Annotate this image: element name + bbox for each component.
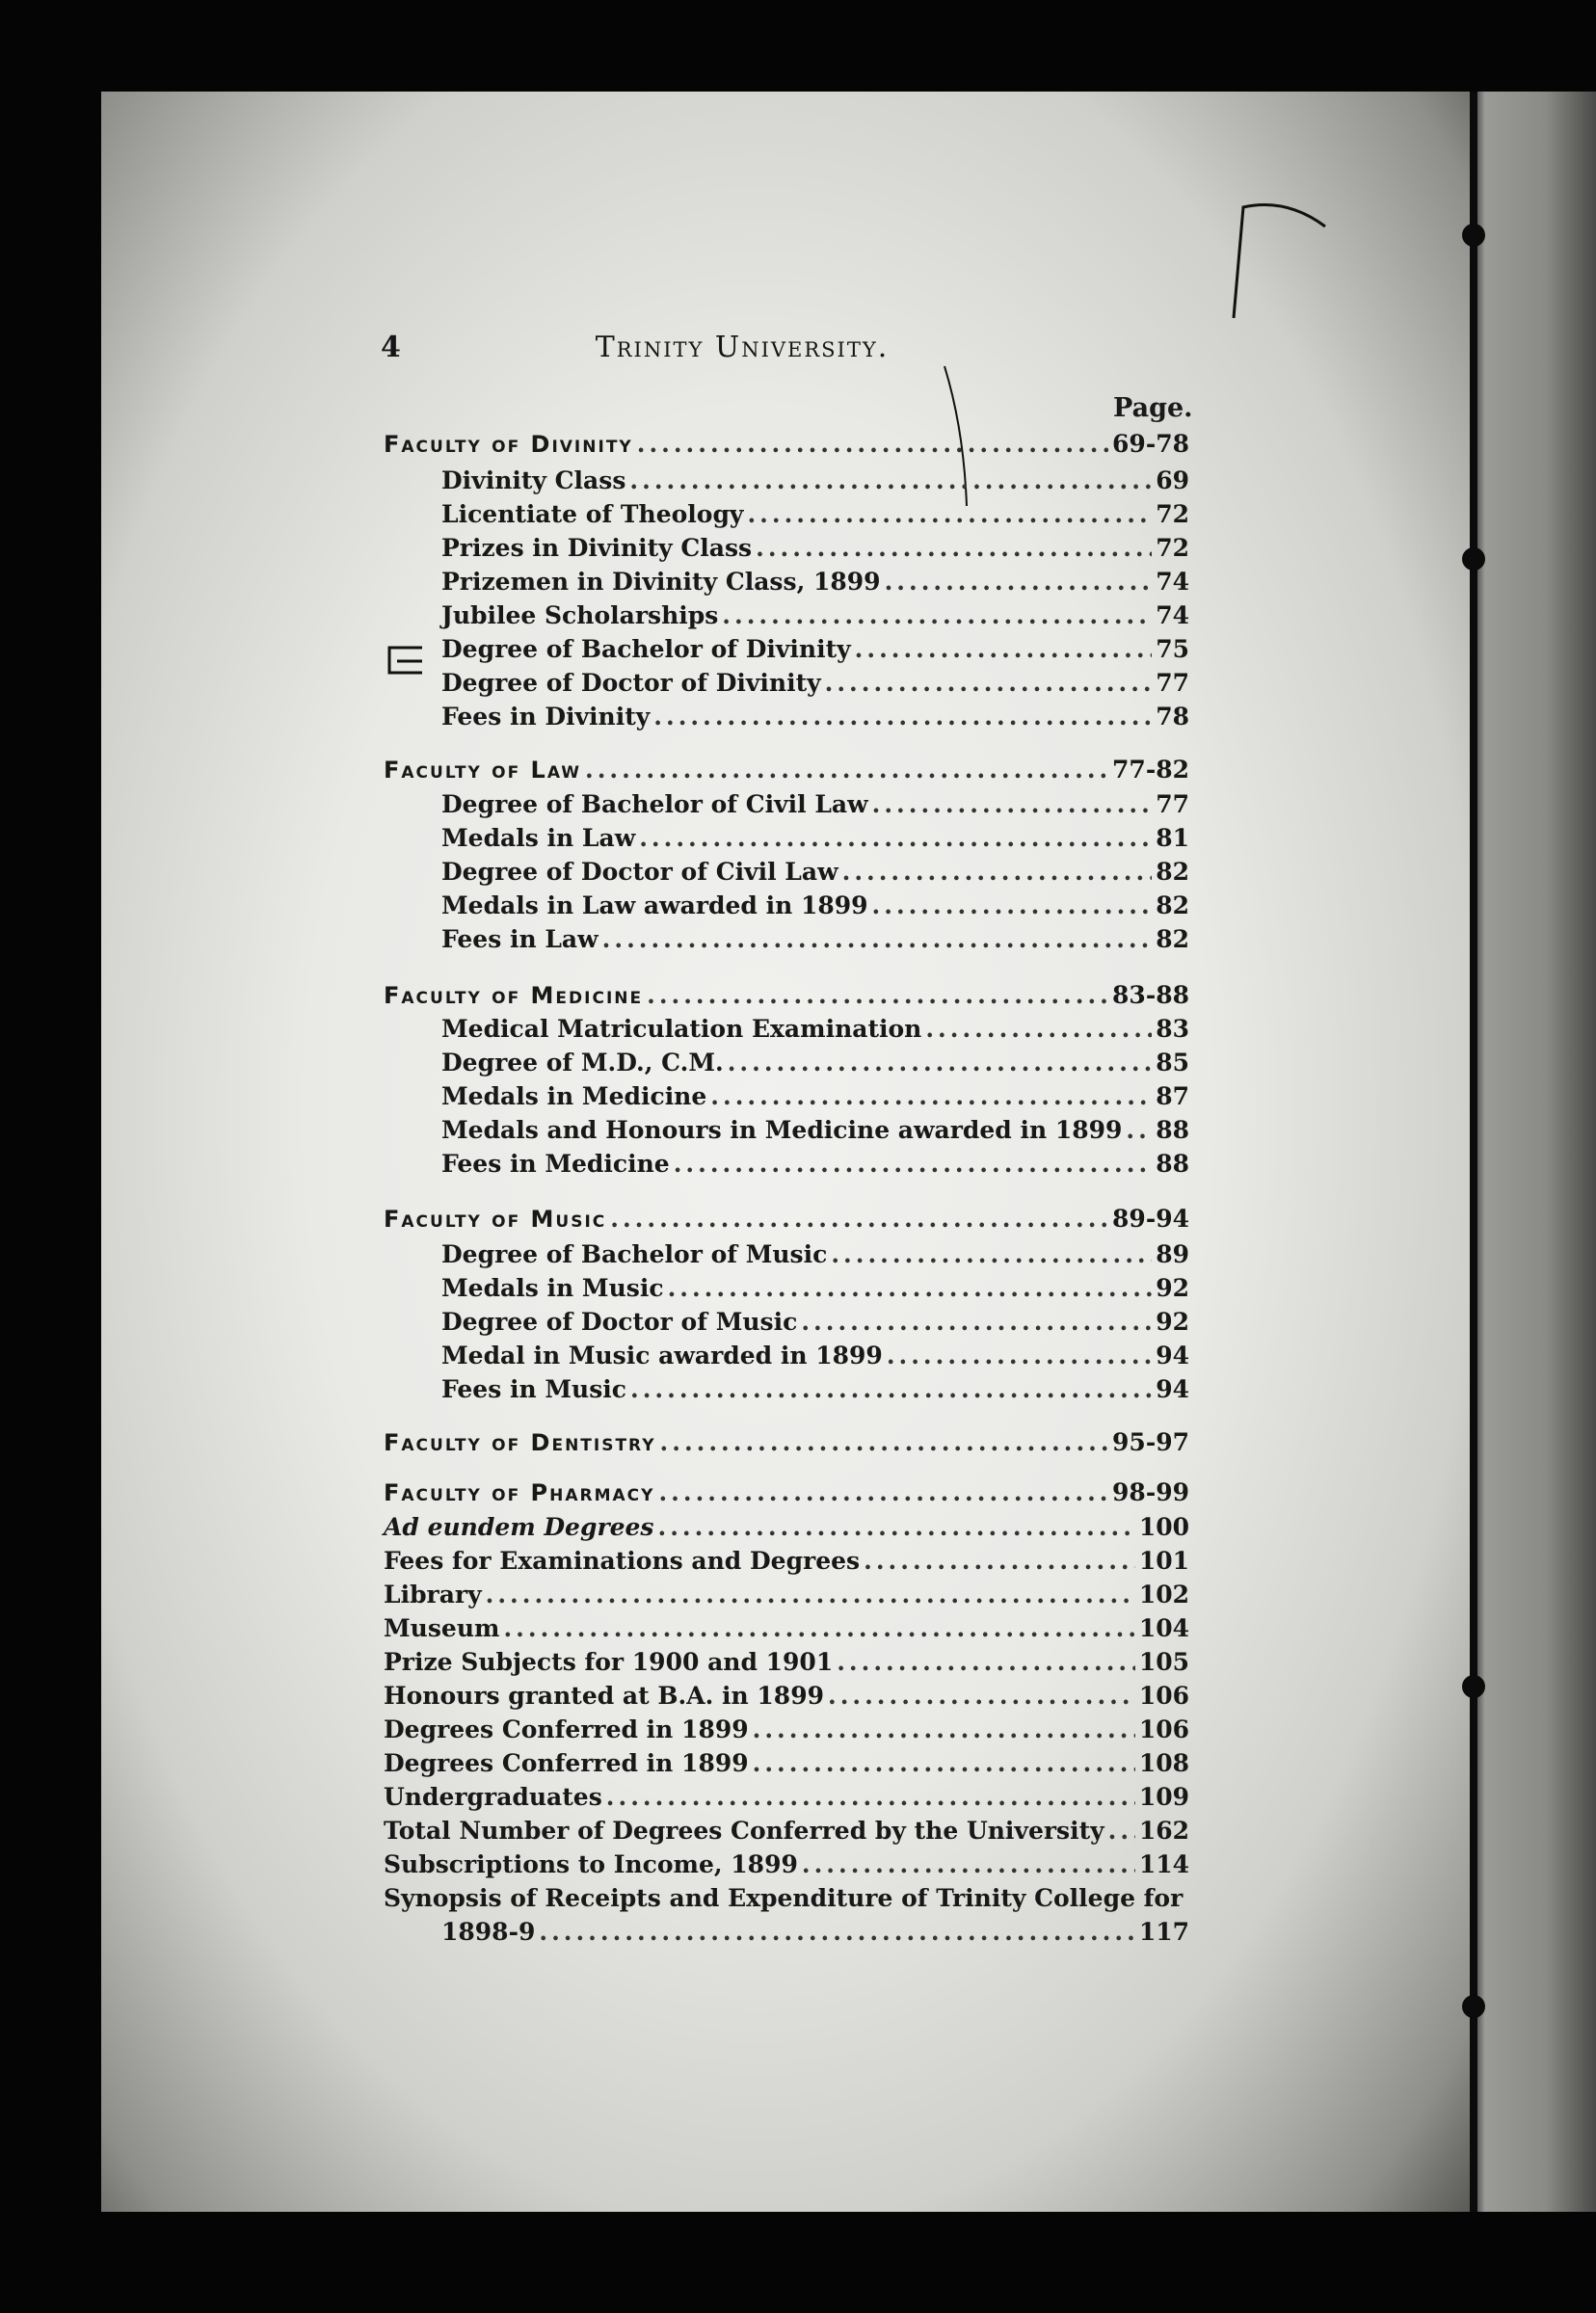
toc-entry: [384, 1783, 1189, 1811]
entry-label: 1898-9: [441, 1918, 536, 1946]
leader-dots: [653, 703, 1152, 731]
entry-label: Prizemen in Divinity Class, 1899: [441, 568, 881, 596]
page-range: 77-82: [1112, 756, 1189, 784]
entry-label: Degree of Doctor of Divinity: [441, 669, 821, 697]
leader-dots: [753, 1749, 1135, 1777]
entry-page: 114: [1138, 1850, 1189, 1878]
leader-dots: [925, 1015, 1152, 1043]
leader-dots: [872, 891, 1153, 919]
entry-page: 92: [1156, 1274, 1189, 1302]
entry-page: 83: [1156, 1015, 1189, 1043]
toc-entry: [441, 635, 1189, 663]
leader-dots: [1108, 1817, 1135, 1845]
toc-entry: [441, 534, 1189, 562]
entry-page: 106: [1138, 1715, 1189, 1743]
leader-dots: [668, 1274, 1153, 1302]
entry-page: 78: [1156, 703, 1189, 731]
leader-dots: [756, 534, 1152, 562]
entry-page: 105: [1138, 1648, 1189, 1676]
entry-label: Degrees Conferred in 1899: [384, 1715, 749, 1743]
entry-label: Fees in Divinity: [441, 703, 651, 731]
leader-dots: [837, 1648, 1135, 1676]
entry-page: 75: [1156, 635, 1189, 663]
leader-dots: [486, 1581, 1135, 1608]
faculty-heading-pharmacy: [384, 1478, 1189, 1506]
entry-page: 94: [1156, 1342, 1189, 1369]
toc-entry: [441, 790, 1189, 818]
page-number: 4: [381, 331, 401, 364]
entry-page: 87: [1156, 1082, 1189, 1110]
entry-page: 72: [1156, 534, 1189, 562]
toc-entry: [441, 601, 1189, 629]
toc-entry: [441, 925, 1189, 953]
toc-entry: [384, 1513, 1189, 1541]
entry-label: Medals in Medicine: [441, 1082, 707, 1110]
entry-page: 100: [1138, 1513, 1189, 1541]
entry-page: 117: [1138, 1918, 1189, 1946]
entry-page: 106: [1138, 1682, 1189, 1710]
entry-page: 88: [1156, 1150, 1189, 1178]
entry-label: Library: [384, 1581, 482, 1608]
faculty-heading-divinity: [384, 430, 1189, 458]
entry-page: 104: [1138, 1614, 1189, 1642]
entry-label: Degree of Doctor of Music: [441, 1308, 798, 1336]
entry-page: 94: [1156, 1375, 1189, 1403]
toc-entry: [384, 1715, 1189, 1743]
entry-page: 108: [1138, 1749, 1189, 1777]
toc-entry: [441, 703, 1189, 731]
leader-dots: [887, 1342, 1152, 1369]
binding-stitch: [1462, 1995, 1485, 2018]
toc-entry: [441, 1240, 1189, 1268]
faculty-heading-dentistry: [384, 1428, 1189, 1456]
entry-page: 88: [1156, 1116, 1189, 1144]
entry-label: Degree of Bachelor of Civil Law: [441, 790, 868, 818]
binding-stitch: [1462, 1675, 1485, 1698]
entry-label: Degrees Conferred in 1899: [384, 1749, 749, 1777]
heading-label: Faculty of Divinity: [384, 431, 633, 458]
entry-page: 109: [1138, 1783, 1189, 1811]
entry-page: 69: [1156, 466, 1189, 494]
toc-entry: [441, 1375, 1189, 1403]
heading-label: Faculty of Pharmacy: [384, 1479, 655, 1506]
facing-page-edge: [1470, 92, 1596, 2212]
entry-label: Medal in Music awarded in 1899: [441, 1342, 883, 1369]
entry-label: Fees in Music: [441, 1375, 626, 1403]
toc-entry: [441, 1015, 1189, 1043]
page-column-label: Page.: [1113, 393, 1193, 423]
toc-entry: [441, 824, 1189, 852]
toc-entry: [441, 1308, 1189, 1336]
entry-page: 89: [1156, 1240, 1189, 1268]
heading-label: Faculty of Dentistry: [384, 1429, 656, 1456]
leader-dots: [801, 1308, 1152, 1336]
leader-dots: [639, 824, 1152, 852]
leader-dots: [658, 1478, 1108, 1506]
entry-label: Synopsis of Receipts and Expenditure of Trinity College for: [384, 1884, 1184, 1912]
toc-entry: [384, 1749, 1189, 1777]
leader-dots: [710, 1082, 1152, 1110]
toc-entry: [384, 1581, 1189, 1608]
leader-dots: [539, 1918, 1134, 1946]
toc-entry: [441, 568, 1189, 596]
page-range: 89-94: [1112, 1205, 1189, 1233]
toc-entry: [441, 1274, 1189, 1302]
toc-entry: [441, 1150, 1189, 1178]
toc-entry: [441, 466, 1189, 494]
toc-entry: [441, 500, 1189, 528]
entry-page: 81: [1156, 824, 1189, 852]
entry-label: Jubilee Scholarships: [441, 601, 719, 629]
leader-dots: [864, 1547, 1135, 1575]
leader-dots: [722, 601, 1152, 629]
entry-label: Medals and Honours in Medicine awarded in 1899: [441, 1116, 1123, 1144]
toc-entry: [384, 1547, 1189, 1575]
heading-label: Faculty of Music: [384, 1206, 607, 1233]
toc-entry: [384, 1817, 1189, 1845]
entry-label: Medals in Law: [441, 824, 636, 852]
leader-dots: [503, 1614, 1134, 1642]
binding-line: [1470, 92, 1477, 2212]
toc-entry: [441, 1049, 1189, 1077]
entry-page: 101: [1138, 1547, 1189, 1575]
leader-dots: [825, 669, 1153, 697]
leader-dots: [828, 1682, 1135, 1710]
heading-label: Faculty of Law: [384, 757, 581, 784]
toc-entry: [384, 1884, 1189, 1912]
entry-label: Undergraduates: [384, 1783, 602, 1811]
entry-label: Degree of Bachelor of Music: [441, 1240, 828, 1268]
toc-entry: [384, 1614, 1189, 1642]
entry-label: Ad eundem Degrees: [384, 1513, 654, 1541]
entry-label: Fees in Law: [441, 925, 598, 953]
entry-page: 102: [1138, 1581, 1189, 1608]
toc-entry: [384, 1648, 1189, 1676]
toc-entry-continuation: [441, 1918, 1189, 1946]
page-range: 83-88: [1112, 981, 1189, 1009]
binding-stitch: [1462, 547, 1485, 571]
leader-dots: [660, 1428, 1109, 1456]
entry-label: Museum: [384, 1614, 500, 1642]
toc-entry: [441, 858, 1189, 886]
leader-dots: [674, 1150, 1152, 1178]
faculty-heading-medicine: [384, 981, 1189, 1009]
heading-label: Faculty of Medicine: [384, 982, 644, 1009]
leader-dots: [602, 925, 1153, 953]
leader-dots: [855, 635, 1153, 663]
entry-label: Fees in Medicine: [441, 1150, 670, 1178]
entry-page: 85: [1156, 1049, 1189, 1077]
entry-label: Degree of Bachelor of Divinity: [441, 635, 851, 663]
leader-dots: [610, 1205, 1108, 1233]
entry-label: Licentiate of Theology: [441, 500, 744, 528]
leader-dots: [747, 500, 1152, 528]
leader-dots: [658, 1513, 1135, 1541]
leader-dots: [753, 1715, 1135, 1743]
toc-entry: [441, 1342, 1189, 1369]
entry-page: 82: [1156, 891, 1189, 919]
entry-label: Fees for Examinations and Degrees: [384, 1547, 861, 1575]
entry-label: Medical Matriculation Examination: [441, 1015, 922, 1043]
entry-page: 92: [1156, 1308, 1189, 1336]
entry-page: 74: [1156, 601, 1189, 629]
leader-dots: [802, 1850, 1135, 1878]
entry-label: Medals in Law awarded in 1899: [441, 891, 868, 919]
toc-entry: [384, 1850, 1189, 1878]
leader-dots: [1126, 1116, 1152, 1144]
entry-label: Degree of M.D., C.M.: [441, 1049, 724, 1077]
entry-label: Medals in Music: [441, 1274, 664, 1302]
leader-dots: [885, 568, 1153, 596]
running-title: Trinity University.: [595, 331, 890, 364]
toc-entry: [441, 891, 1189, 919]
entry-page: 162: [1138, 1817, 1189, 1845]
leader-dots: [647, 981, 1108, 1009]
entry-label: Total Number of Degrees Conferred by the University: [384, 1817, 1104, 1845]
page-range: 95-97: [1112, 1428, 1189, 1456]
faculty-heading-music: [384, 1205, 1189, 1233]
entry-page: 74: [1156, 568, 1189, 596]
faculty-heading-law: [384, 756, 1189, 784]
entry-page: 77: [1156, 669, 1189, 697]
entry-page: 82: [1156, 925, 1189, 953]
entry-page: 82: [1156, 858, 1189, 886]
leader-dots: [630, 1375, 1152, 1403]
entry-label: Degree of Doctor of Civil Law: [441, 858, 838, 886]
entry-label: Prizes in Divinity Class: [441, 534, 753, 562]
toc-entry: [441, 1116, 1189, 1144]
leader-dots: [872, 790, 1153, 818]
leader-dots: [728, 1049, 1153, 1077]
toc-entry: [441, 1082, 1189, 1110]
entry-label: Divinity Class: [441, 466, 626, 494]
leader-dots: [842, 858, 1153, 886]
entry-page: 77: [1156, 790, 1189, 818]
leader-dots: [585, 756, 1108, 784]
leader-dots: [831, 1240, 1152, 1268]
page-range: 69-78: [1112, 430, 1189, 458]
binding-stitch: [1462, 224, 1485, 247]
leader-dots: [629, 466, 1152, 494]
leader-dots: [637, 430, 1108, 458]
entry-page: 72: [1156, 500, 1189, 528]
entry-label: Subscriptions to Income, 1899: [384, 1850, 798, 1878]
toc-entry: [441, 669, 1189, 697]
entry-label: Prize Subjects for 1900 and 1901: [384, 1648, 834, 1676]
leader-dots: [606, 1783, 1135, 1811]
entry-label: Honours granted at B.A. in 1899: [384, 1682, 824, 1710]
toc-entry: [384, 1682, 1189, 1710]
page-range: 98-99: [1112, 1478, 1189, 1506]
